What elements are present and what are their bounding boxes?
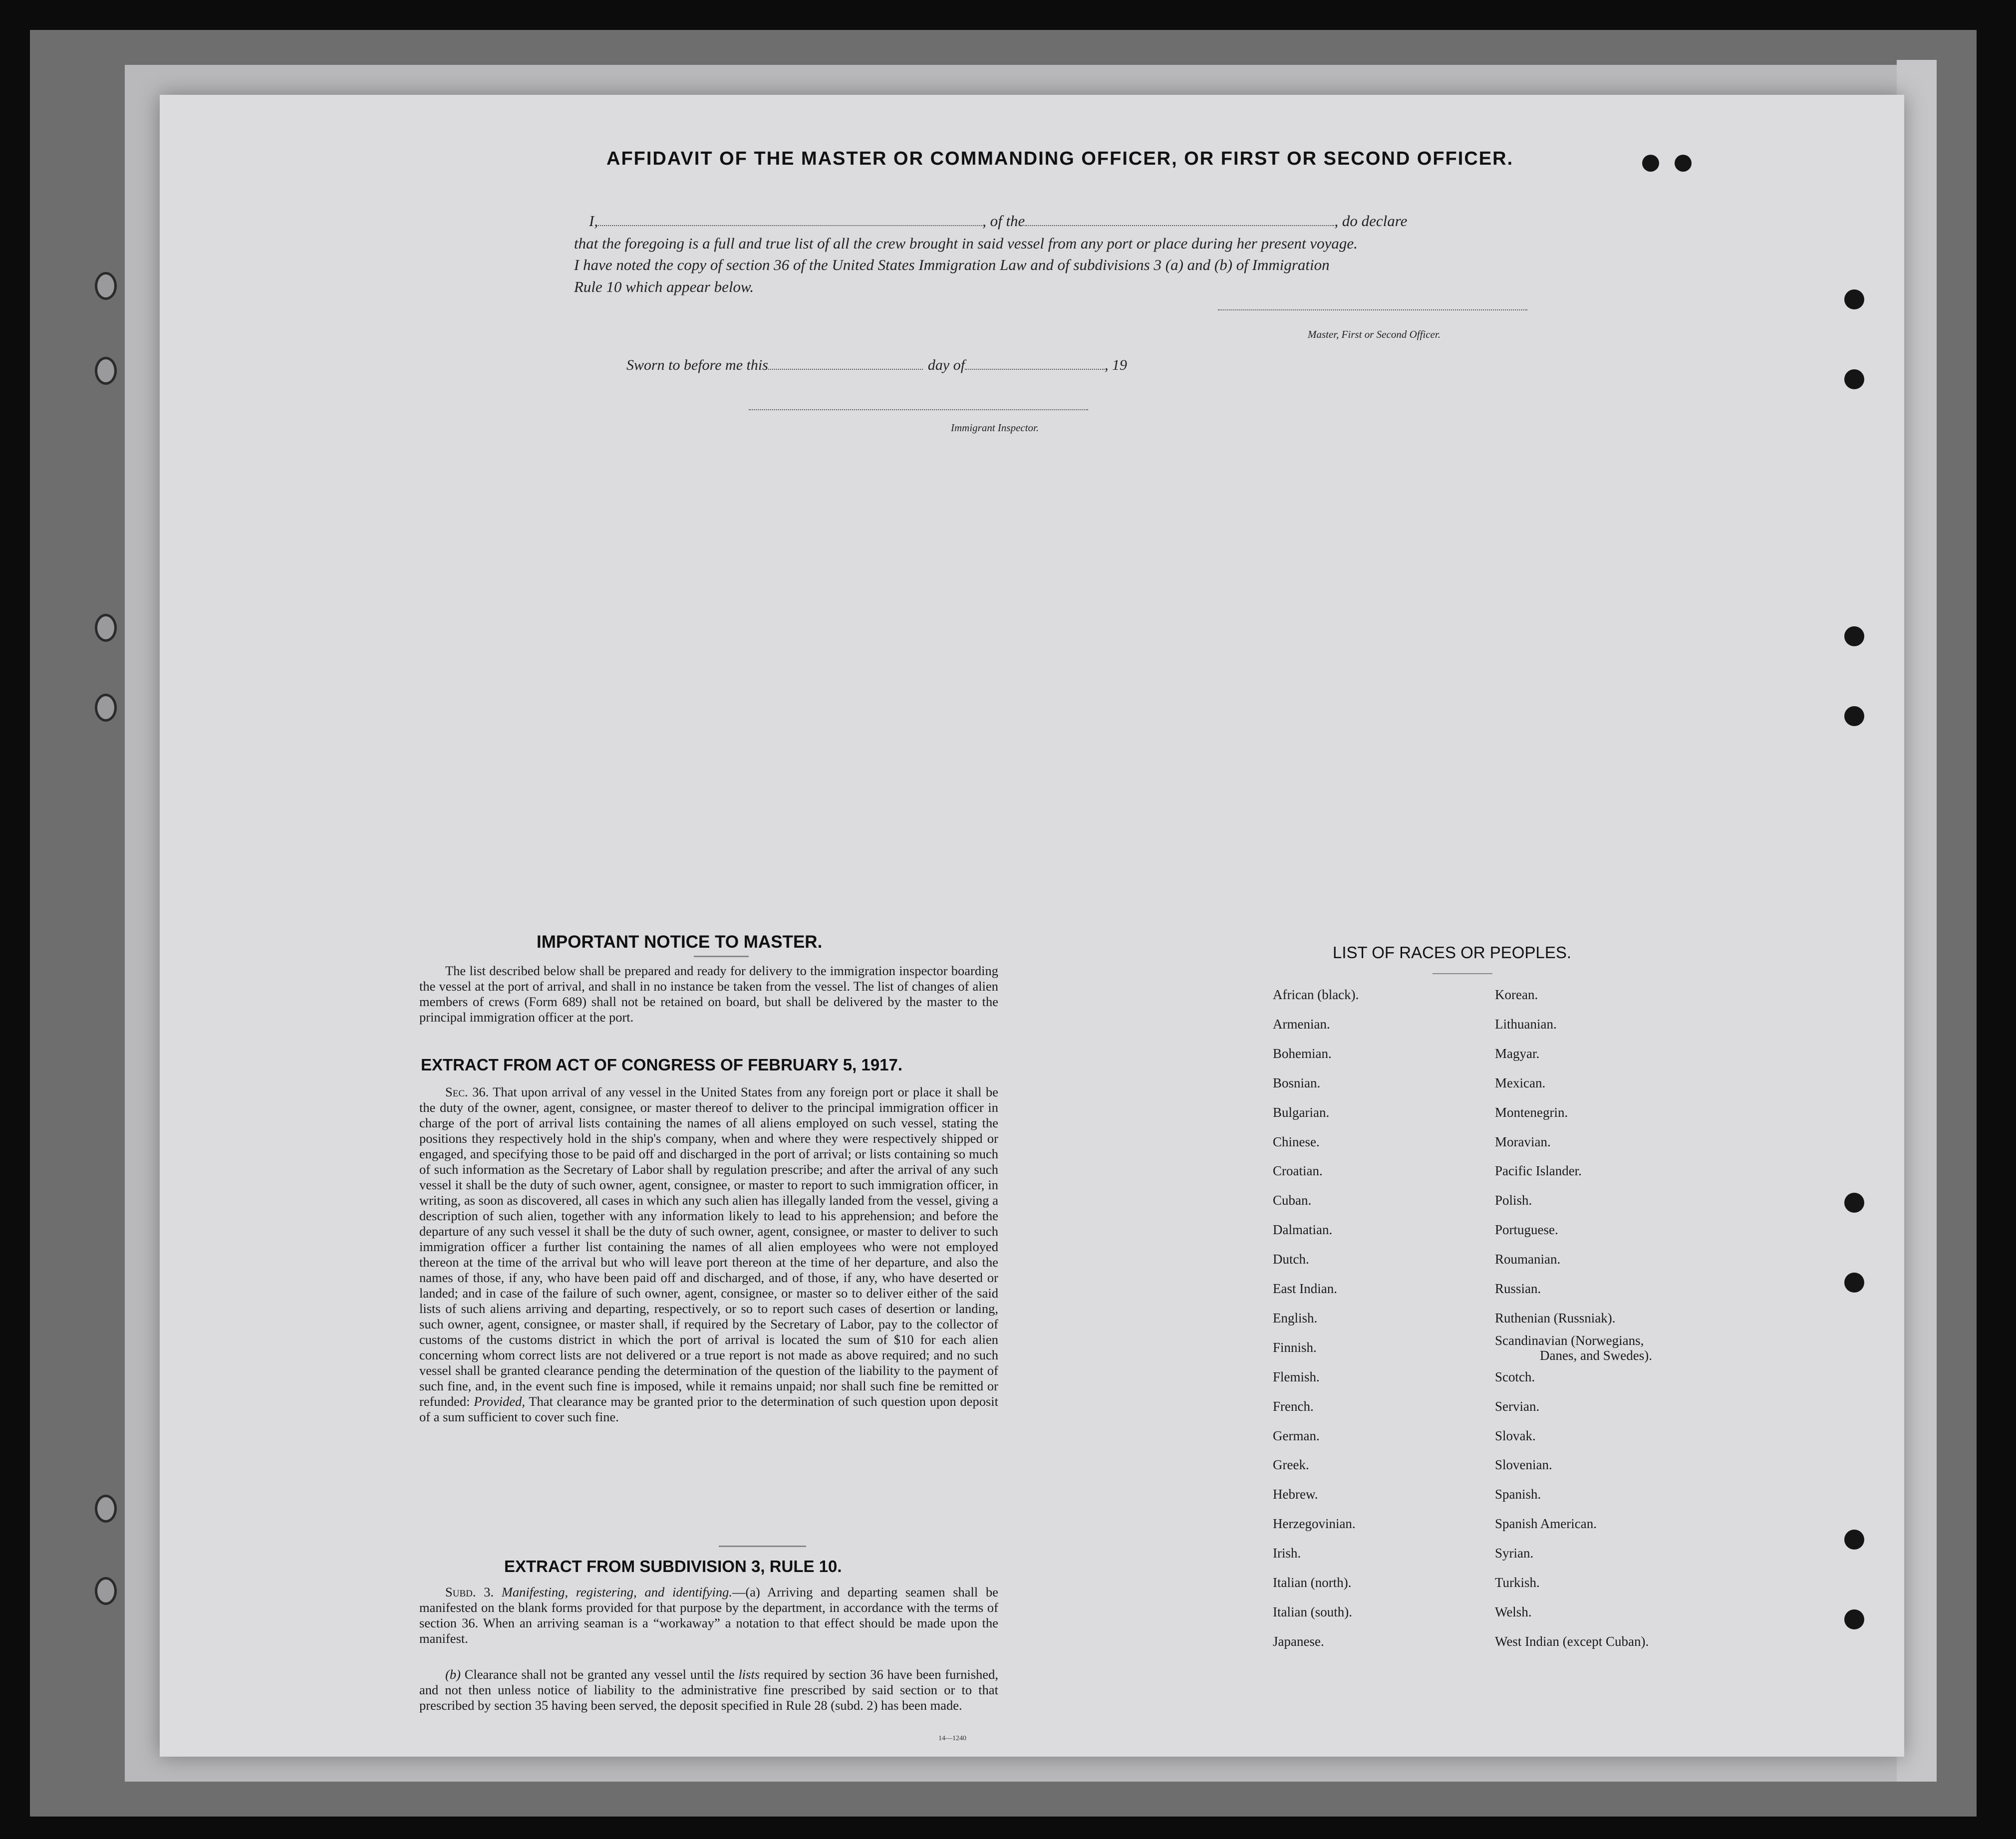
race-item: Croatian.: [1273, 1163, 1323, 1179]
punch-hole-icon: [1844, 626, 1864, 646]
race-item: West Indian (except Cuban).: [1495, 1633, 1649, 1649]
race-item: Montenegrin.: [1495, 1104, 1568, 1120]
punch-hole-icon: [1844, 1273, 1864, 1293]
affidavit-do-declare: , do declare: [1334, 212, 1408, 230]
affidavit-line-2: that the foregoing is a full and true list of all the crew brought in said vessel from any port or place during her present voyage.: [574, 235, 1358, 252]
race-item: Slovak.: [1495, 1428, 1536, 1443]
race-item: Spanish American.: [1495, 1516, 1597, 1532]
sworn-day-blank[interactable]: [768, 369, 923, 370]
race-item: German.: [1273, 1428, 1320, 1443]
sworn-month-blank[interactable]: [965, 369, 1105, 370]
sworn-label: Sworn to before me this: [626, 357, 768, 373]
rule-subdivision-b: (b) Clearance shall not be granted any vessel until the lists required by section 36 have been furnished, and not then unless notice of liability to the administrative fine prescribed by said section or to that prescribed by section 35 having been served, the deposit specified in Rule 28 (subd. 2) has been made.: [419, 1667, 999, 1713]
inspector-caption: Immigrant Inspector.: [951, 422, 1039, 434]
race-item: Cuban.: [1273, 1193, 1312, 1208]
affidavit-line-4: Rule 10 which appear below.: [574, 278, 754, 295]
affidavit-line-3: I have noted the copy of section 36 of the United States Immigration Law and of subdivisions 3 (a) and (b) of Immigration: [574, 256, 1330, 273]
race-item: African (black).: [1273, 987, 1359, 1002]
affidavit-of-the: , of the: [982, 212, 1025, 230]
race-item: Dutch.: [1273, 1252, 1309, 1267]
race-item: Finnish.: [1273, 1339, 1317, 1355]
section-label: Sec. 36.: [445, 1084, 489, 1099]
punch-hole-icon: [1844, 1609, 1864, 1629]
race-item: East Indian.: [1273, 1281, 1337, 1296]
subdivision-label: Subd. 3.: [445, 1584, 494, 1599]
races-rule: [1433, 973, 1492, 974]
race-item: Danes, and Swedes).: [1540, 1347, 1652, 1363]
race-item: Bohemian.: [1273, 1046, 1332, 1061]
race-item: Korean.: [1495, 987, 1538, 1002]
punch-hole-icon: [95, 1577, 117, 1605]
race-item: Russian.: [1495, 1281, 1541, 1296]
master-signature-blank[interactable]: [1218, 309, 1527, 310]
name-blank[interactable]: [598, 225, 982, 226]
race-item: Italian (south).: [1273, 1604, 1352, 1619]
race-item: Pacific Islander.: [1495, 1163, 1582, 1179]
punch-hole-icon: [1675, 155, 1692, 172]
notice-title: IMPORTANT NOTICE TO MASTER.: [537, 932, 823, 952]
affidavit-i: I,: [589, 212, 598, 230]
day-of-label: day of: [927, 357, 965, 373]
year-label: , 19: [1105, 357, 1128, 373]
act-title: EXTRACT FROM ACT OF CONGRESS OF FEBRUARY 5, 1917.: [421, 1055, 903, 1074]
punch-hole-icon: [1844, 369, 1864, 389]
race-item: Armenian.: [1273, 1016, 1330, 1032]
race-item: Ruthenian (Russniak).: [1495, 1310, 1616, 1325]
race-item: Scotch.: [1495, 1369, 1535, 1384]
punch-hole-icon: [1844, 289, 1864, 309]
punch-hole-icon: [95, 272, 117, 300]
race-item: Scandinavian (Norwegians,: [1495, 1332, 1644, 1348]
punch-hole-icon: [1642, 155, 1659, 172]
race-item: English.: [1273, 1310, 1318, 1325]
race-item: Portuguese.: [1495, 1222, 1558, 1238]
races-title: LIST OF RACES OR PEOPLES.: [1333, 943, 1572, 962]
vessel-blank[interactable]: [1025, 225, 1334, 226]
race-item: Greek.: [1273, 1457, 1309, 1473]
race-item: Flemish.: [1273, 1369, 1320, 1384]
race-item: Bulgarian.: [1273, 1104, 1330, 1120]
act-section-36: Sec. 36. That upon arrival of any vessel in the United States from any foreign port or place it shall be the duty of the owner, agent, consignee, or master thereof to deliver to the principal immigration officer in charge of the port of arrival lists containing the names of all aliens employed on such vessel, stating the positions they respectively hold in the ship's company, when and where they were respectively shipped or engaged, and specifying those to be paid off and discharged in the port of arrival; or lists containing so much of such information as the Secretary of Labor shall by regulation prescribe; and after the arrival of any such vessel it shall be the duty of such owner, agent, consignee, or master to report to such immigration officer, in writing, as soon as discovered, all cases in which any such alien has illegally landed from the vessel, giving a description of such alien, together with any information likely to lead to his apprehension; and before the departure of any such vessel it shall be the duty of such owner, agent, consignee, or master to deliver to such immigration officer a further list containing the names of all alien employees who were not employed thereon at the time of the arrival but who will leave port thereon at the time of her departure, and also the names of those, if any, who have been paid off and discharged, and of those, if any, who have deserted or landed; and in case of the failure of such owner, agent, consignee, or master so to deliver either of the said lists of such aliens arriving and departing, respectively, or so to report such cases of desertion or landing, such owner, agent, consignee, or master shall, if required by the Secretary of Labor, pay to the collector of customs of the customs district in which the port of arrival is located the sum of $10 for each alien concerning whom correct lists are not delivered or a true report is not made as above required; and no such vessel shall be granted clearance pending the determination of the question of the liability to the payment of such fine, and, in the event such fine is imposed, while it remains unpaid; nor shall such fine be remitted or refunded: Provided, That clearance may be granted prior to the determination of such question upon deposit of a sum sufficient to cover such fine.: [419, 1084, 999, 1424]
race-item: Dalmatian.: [1273, 1222, 1333, 1238]
punch-hole-icon: [95, 357, 117, 385]
race-item: Irish.: [1273, 1546, 1301, 1561]
race-item: Italian (north).: [1273, 1575, 1352, 1590]
race-item: Slovenian.: [1495, 1457, 1552, 1473]
affidavit-title: AFFIDAVIT OF THE MASTER OR COMMANDING OFFICER, OR FIRST OR SECOND OFFICER.: [606, 148, 1514, 169]
race-item: Roumanian.: [1495, 1252, 1561, 1267]
race-item: Servian.: [1495, 1398, 1540, 1414]
race-item: Mexican.: [1495, 1075, 1546, 1090]
race-item: Bosnian.: [1273, 1075, 1321, 1090]
punch-hole-icon: [95, 694, 117, 722]
punch-hole-icon: [95, 1495, 117, 1523]
form-number: 14—1240: [938, 1735, 966, 1742]
rule-title: EXTRACT FROM SUBDIVISION 3, RULE 10.: [504, 1557, 842, 1576]
race-item: Spanish.: [1495, 1487, 1541, 1502]
race-item: Welsh.: [1495, 1604, 1532, 1619]
rule-subdivision-a: Subd. 3. Manifesting, registering, and identifying.—(a) Arriving and departing seamen shall be manifested on the blank forms provided for that purpose by the department, in accordance with the terms of section 36. When an arriving seaman is a “workaway” a notation to that effect should be made upon the manifest.: [419, 1584, 998, 1646]
document-page: [160, 95, 1904, 1757]
affidavit-declaration-line: [589, 212, 1532, 230]
sworn-line: [626, 357, 1127, 374]
race-item: French.: [1273, 1398, 1314, 1414]
punch-hole-icon: [1844, 1530, 1864, 1550]
notice-paragraph: The list described below shall be prepared and ready for delivery to the immigration inspector boarding the vessel at the port of arrival, and shall in no instance be taken from the vessel. The list of changes of alien members of crews (Form 689) shall not be retained on board, but shall be delivered by the master to the principal immigration officer at the port.: [419, 963, 998, 1025]
title-rule: [694, 956, 749, 957]
race-item: Moravian.: [1495, 1134, 1551, 1149]
race-item: Chinese.: [1273, 1134, 1320, 1149]
race-item: Lithuanian.: [1495, 1016, 1557, 1032]
race-item: Hebrew.: [1273, 1487, 1318, 1502]
punch-hole-icon: [1844, 1193, 1864, 1213]
punch-hole-icon: [1844, 706, 1864, 726]
master-caption: Master, First or Second Officer.: [1308, 328, 1440, 340]
race-item: Syrian.: [1495, 1546, 1534, 1561]
punch-hole-icon: [95, 614, 117, 642]
race-item: Polish.: [1495, 1193, 1532, 1208]
section-rule: [719, 1546, 806, 1547]
race-item: Turkish.: [1495, 1575, 1540, 1590]
race-item: Herzegovinian.: [1273, 1516, 1356, 1532]
inspector-signature-blank[interactable]: [749, 409, 1088, 410]
race-item: Japanese.: [1273, 1633, 1324, 1649]
race-item: Magyar.: [1495, 1046, 1540, 1061]
